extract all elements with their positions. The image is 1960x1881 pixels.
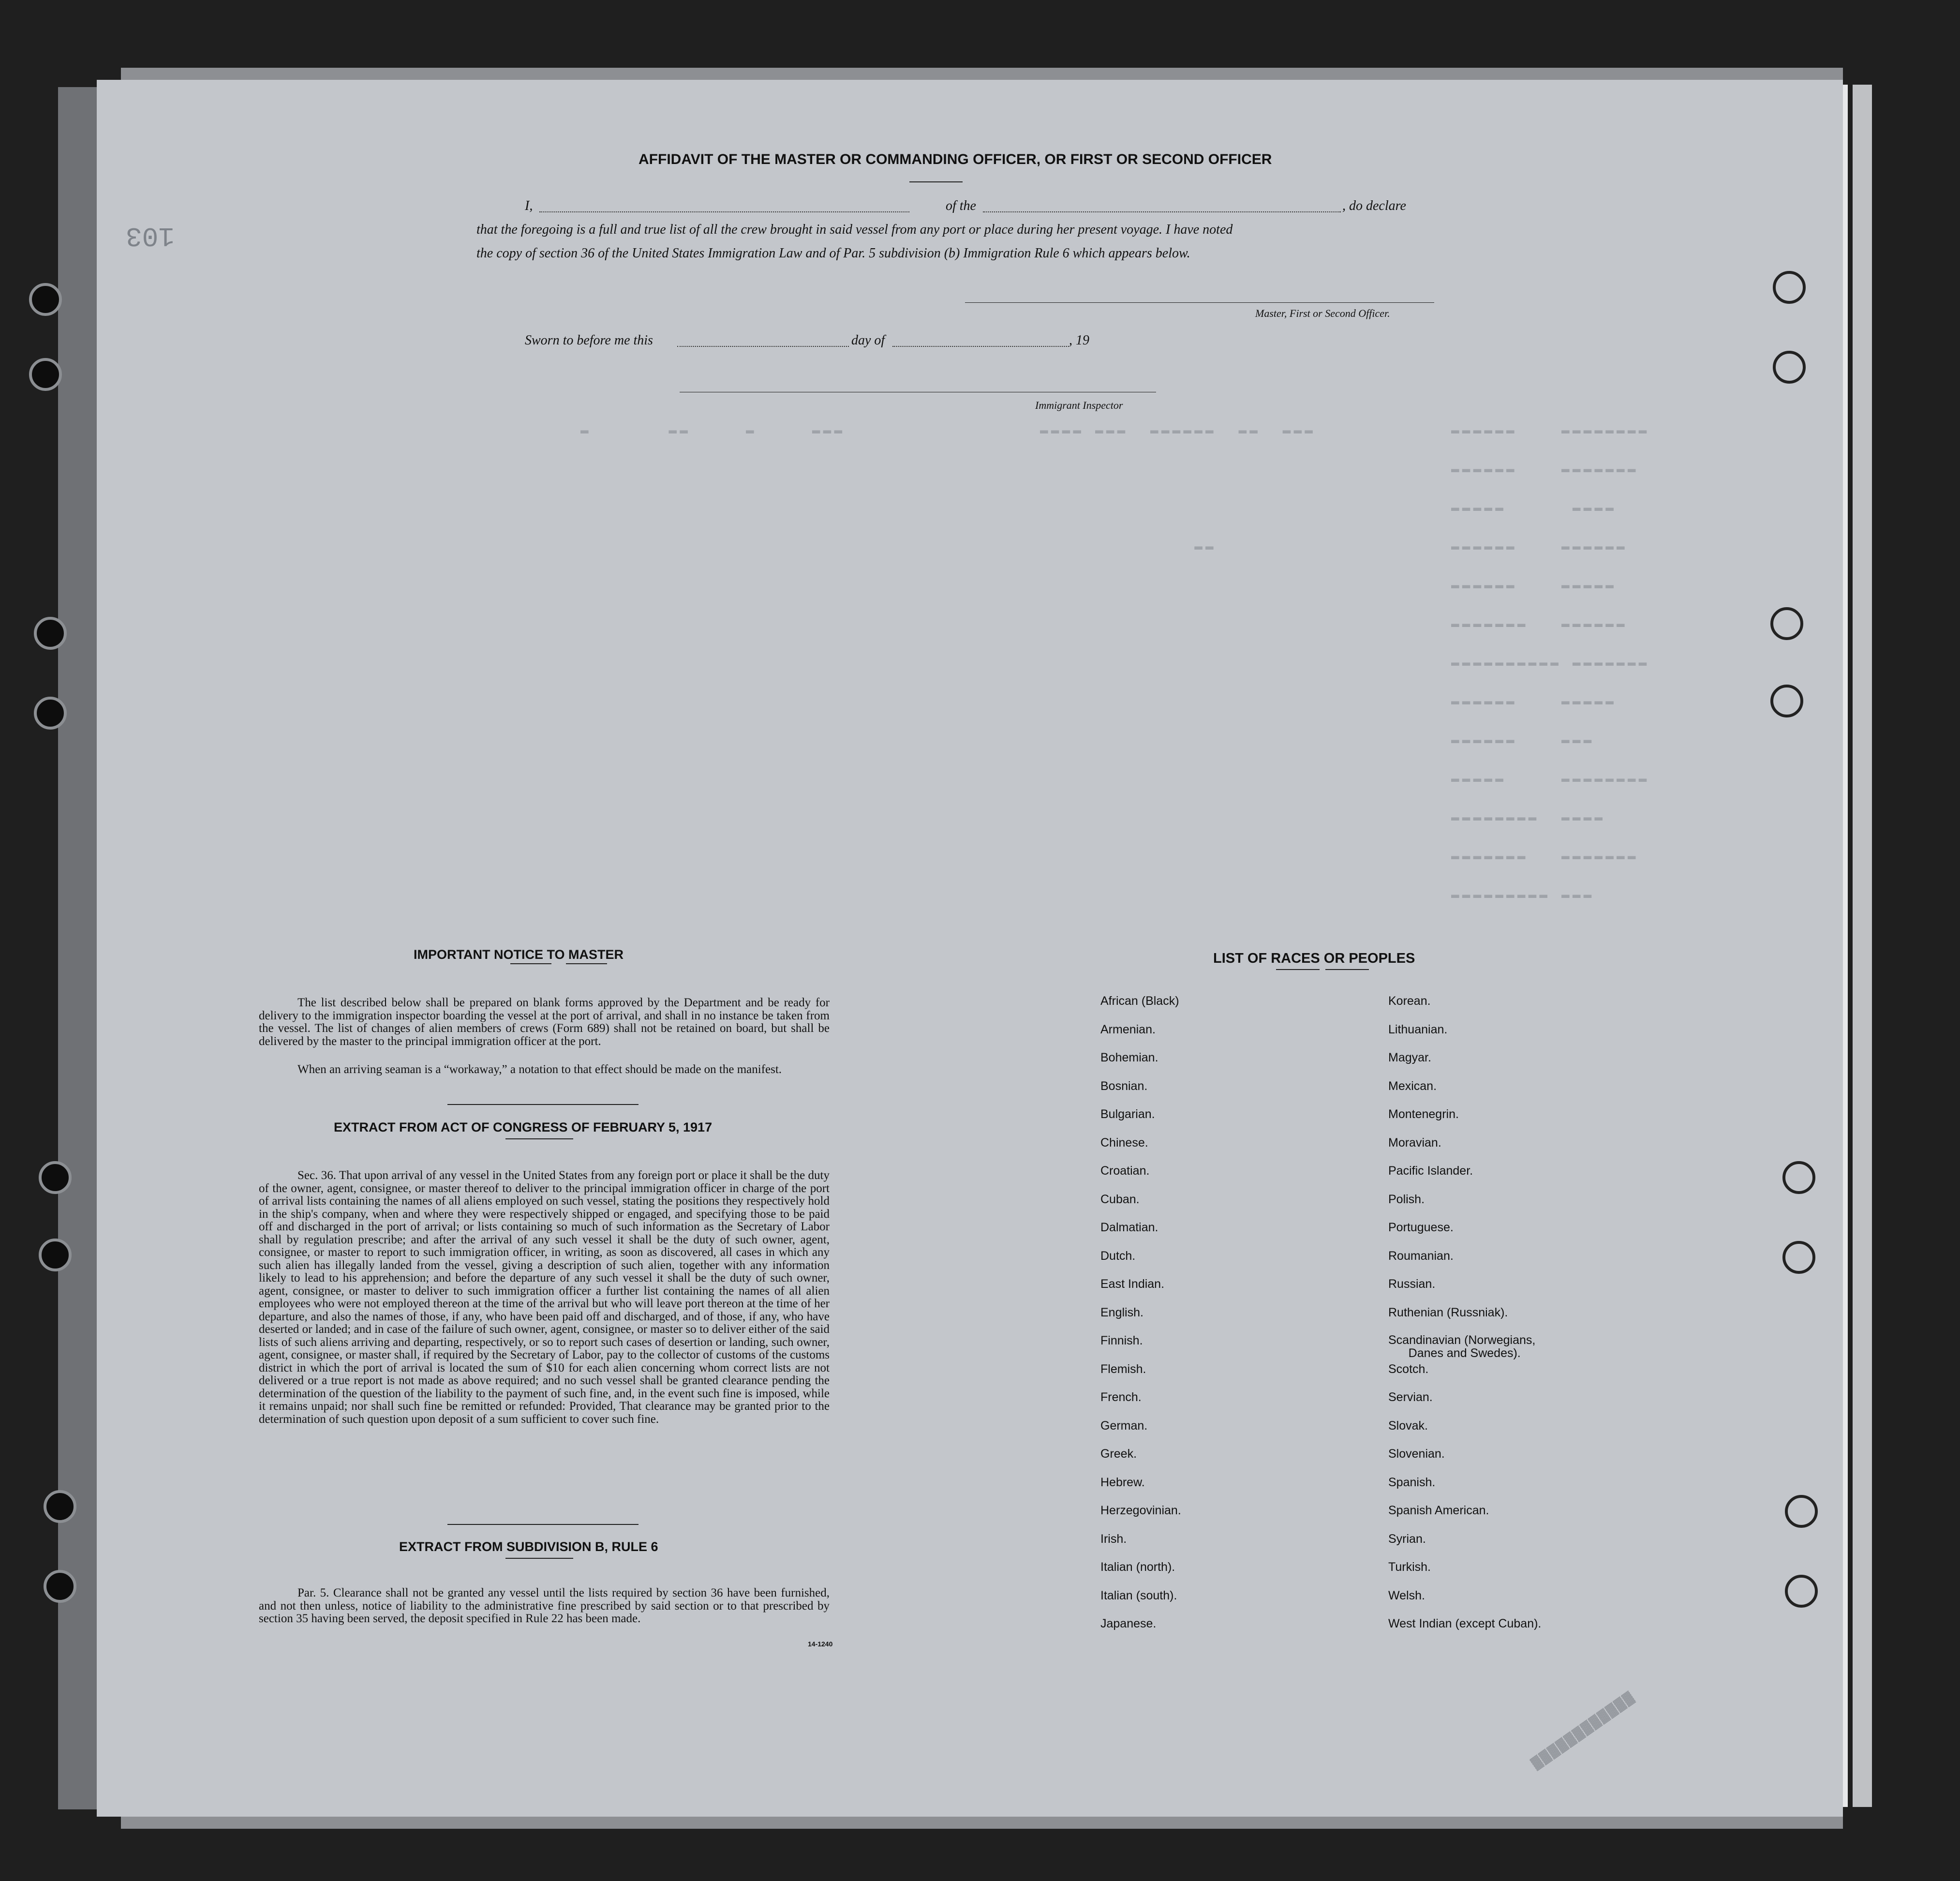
bleed-through-text: ▬▬▬▬▬▬ ▬▬▬ [1451, 733, 1595, 748]
extract-rule-text: Par. 5. Clearance shall not be granted any vessel until the lists required by section 36 have been furnished, and not then unless, notice of liability to the administrative fine prescribed by said section or to that prescribed by section 35 having been served, the deposit specified in Rule 22 has been made. [259, 1586, 830, 1625]
race-item: Irish. [1100, 1532, 1127, 1546]
divider [505, 1138, 573, 1139]
binder-ring [1773, 271, 1806, 304]
bleed-through-text: ▬▬▬▬▬▬ ▬▬▬▬▬▬▬▬ [1451, 423, 1650, 438]
bleed-through-text: ▬▬▬▬▬ ▬▬▬▬ [1451, 501, 1617, 516]
race-item: Finnish. [1100, 1334, 1143, 1347]
race-item: Herzegovinian. [1100, 1504, 1181, 1517]
divider [505, 1558, 573, 1559]
race-item: Italian (south). [1100, 1588, 1177, 1602]
notice-title: IMPORTANT NOTICE TO MASTER [414, 947, 624, 962]
race-item: Spanish. [1388, 1475, 1436, 1489]
affidavit-statement: that the foregoing is a full and true list of all the crew brought in said vessel from any port or place during her present voyage. I have noted [476, 222, 1233, 237]
race-item: Lithuanian. [1388, 1022, 1448, 1036]
master-signature-line [965, 302, 1434, 303]
bleed-through-page-number: 103 [126, 220, 175, 251]
binder-ring [1782, 1161, 1815, 1194]
race-item: Welsh. [1388, 1588, 1425, 1602]
binder-hole [29, 358, 62, 391]
binder-hole [44, 1570, 76, 1603]
race-item: Croatian. [1100, 1164, 1150, 1178]
binder-ring [1782, 1241, 1815, 1274]
officer-name-blank [539, 211, 909, 212]
bleed-through-text: ▬▬▬▬▬▬ ▬▬▬▬▬ [1451, 694, 1617, 709]
bleed-through-text: ▬▬▬▬▬ ▬▬▬▬▬▬▬▬ [1451, 772, 1650, 787]
race-item: Polish. [1388, 1192, 1425, 1206]
bleed-through-text: ▬▬▬▬▬▬▬▬ ▬▬▬▬ [1451, 810, 1606, 825]
race-item: Slovak. [1388, 1418, 1428, 1433]
extract-rule-title: EXTRACT FROM SUBDIVISION B, RULE 6 [399, 1539, 658, 1554]
race-item: Korean. [1388, 994, 1431, 1008]
divider [909, 181, 963, 182]
year-text: , 19 [1069, 333, 1089, 348]
notice-workaway-paragraph: When an arriving seaman is a “workaway,” a notation to that effect should be made on the manifest. [297, 1063, 782, 1076]
races-list-left [1100, 994, 1181, 1645]
divider [1325, 969, 1369, 970]
notice-paragraph: The list described below shall be prepared on blank forms approved by the Department and be ready for delivery to the immigration inspector boarding the vessel at the port of arrival, and shall in no instance be taken from the vessel. The list of changes of alien members of crews (Form 689) shall not be retained on board, but shall be delivered by the master to the principal immigration officer at the port. [259, 996, 830, 1048]
binder-hole [44, 1490, 76, 1523]
sworn-text: Sworn to before me this [525, 333, 653, 348]
bleed-through-text: ▬▬▬▬▬▬▬ ▬▬▬▬▬▬ [1451, 617, 1628, 632]
extract-act-title: EXTRACT FROM ACT OF CONGRESS OF FEBRUARY 5, 1917 [334, 1120, 713, 1135]
bleed-through-text: ▬▬▬▬ ▬▬▬ ▬▬▬▬▬▬ ▬▬ ▬▬▬ [1040, 423, 1316, 438]
race-item: African (Black) [1100, 994, 1179, 1008]
race-item: Russian. [1388, 1277, 1436, 1291]
binder-ring [1770, 685, 1803, 717]
race-item: Flemish. [1100, 1362, 1146, 1376]
race-item: Moravian. [1388, 1135, 1441, 1150]
divider [566, 963, 607, 964]
binder-ring [1785, 1495, 1818, 1528]
sworn-month-blank [892, 346, 1069, 347]
bleed-through-text: ▬▬▬▬▬▬▬▬▬ ▬▬▬ [1451, 888, 1595, 903]
race-item: English. [1100, 1305, 1143, 1319]
race-item: Dalmatian. [1100, 1221, 1158, 1234]
affidavit-declare: , do declare [1342, 198, 1406, 213]
race-item: Pacific Islander. [1388, 1164, 1473, 1178]
vessel-name-blank [983, 211, 1341, 212]
page-edge [1853, 85, 1872, 1807]
day-of-text: day of [851, 333, 885, 348]
binder-hole [29, 283, 62, 316]
race-item: Dutch. [1100, 1249, 1136, 1263]
race-item: Magyar. [1388, 1051, 1431, 1064]
race-item: Turkish. [1388, 1560, 1431, 1574]
binder-ring [1785, 1575, 1818, 1608]
bleed-through-text: ▬ ▬▬ ▬ ▬▬▬ [580, 423, 846, 438]
race-item: Ruthenian (Russniak). [1388, 1305, 1508, 1319]
race-item: Italian (north). [1100, 1560, 1175, 1574]
race-item: Portuguese. [1388, 1221, 1454, 1234]
binder-hole [34, 697, 67, 730]
race-item: Servian. [1388, 1390, 1433, 1404]
race-item: West Indian (except Cuban). [1388, 1617, 1542, 1630]
races-title: LIST OF RACES OR PEOPLES [1213, 951, 1415, 966]
master-signature-label: Master, First or Second Officer. [1255, 307, 1390, 319]
form-number: 14-1240 [808, 1640, 833, 1648]
race-item: Mexican. [1388, 1079, 1437, 1093]
bleed-through-text: ▬▬▬▬▬▬▬ ▬▬▬▬▬▬▬ [1451, 849, 1639, 864]
race-item: Bosnian. [1100, 1079, 1148, 1093]
race-item: Spanish American. [1388, 1504, 1489, 1517]
bleed-through-text: ▬▬▬▬▬▬▬▬▬▬ ▬▬▬▬▬▬▬ [1451, 656, 1650, 671]
binder-ring [1773, 351, 1806, 384]
binder-hole [39, 1161, 72, 1194]
sworn-day-blank [677, 346, 849, 347]
race-item: Chinese. [1100, 1135, 1148, 1150]
affidavit-of-the: of the [946, 198, 976, 213]
race-item: Greek. [1100, 1447, 1137, 1461]
bleed-through-text: ▬▬▬▬▬▬ ▬▬▬▬▬▬▬ [1451, 462, 1639, 477]
inspector-label: Immigrant Inspector [1035, 399, 1123, 411]
race-item: Bulgarian. [1100, 1107, 1155, 1121]
affidavit-i: I, [525, 198, 533, 213]
bleed-through-text: ▬▬▬▬▬▬ ▬▬▬▬▬▬ [1451, 539, 1628, 554]
extract-act-text: Sec. 36. That upon arrival of any vessel in the United States from any foreign port or place it shall be the duty of the owner, agent, consignee, or master thereof to deliver to the principal immigration officer in charge of the port of arrival lists containing the names of all aliens employed on such vessel, stating the positions they respectively hold in the ship's company, when and where they were respectively shipped or engaged, and specifying those to be paid off and discharged in the port of arrival; or lists containing so much of such information as the Secretary of Labor shall by regulation prescribe; and after the arrival of any such vessel it shall be the duty of such owner, agent, consignee, or master to report to such immigration officer, in writing, as soon as discovered, all cases in which any such alien has illegally landed from the vessel, giving a description of such alien, together with any information likely to lead to his apprehension; and before the departure of any such vessel it shall be the duty of such owner, agent, consignee, or master to deliver to such immigration officer a further list containing the names of all alien employees who were not employed thereon at the time of the arrival but who will leave port thereon at the time of her departure, and also the names of those, if any, who have been paid off and discharged, and of those, if any, who have deserted or landed; and in case of the failure of such owner, agent, consignee, or master so to deliver either of the said lists of such aliens arriving and departing, respectively, or so to report such cases of desertion or landing, such owner, agent, consignee, or master shall, if required by the Secretary of Labor, pay to the collector of customs of the customs district in which the port of arrival is located the sum of $10 for each alien concerning whom correct lists are not delivered or a true report is not made as above required; and no such vessel shall be granted clearance pending the determination of the question of the liability to the payment of such fine, and, in the event such fine is imposed, while it remains unpaid; nor shall such fine be remitted or refunded: Provided, That clearance may be granted prior to the determination of such question upon deposit of a sum sufficient to cover such fine. [259, 1169, 830, 1426]
race-item: French. [1100, 1390, 1142, 1404]
bleed-through-text: ▬▬▬▬▬▬ ▬▬▬▬▬ [1451, 578, 1617, 593]
divider [447, 1104, 638, 1105]
race-item: Scandinavian (Norwegians, Danes and Swedes). [1388, 1333, 1536, 1360]
affidavit-statement-cont: the copy of section 36 of the United States Immigration Law and of Par. 5 subdivision (b) Immigration Rule 6 which appears below. [476, 246, 1190, 261]
binder-ring [1770, 607, 1803, 640]
binder-hole [39, 1239, 72, 1271]
race-item: Hebrew. [1100, 1475, 1145, 1489]
race-item: Scotch. [1388, 1362, 1429, 1376]
divider [447, 1524, 638, 1525]
divider [1276, 969, 1320, 970]
race-item: Montenegrin. [1388, 1107, 1459, 1121]
race-item: Cuban. [1100, 1192, 1140, 1206]
races-list-right [1388, 994, 1541, 1645]
race-item: Slovenian. [1388, 1447, 1445, 1461]
archive-stamp: ▓▓▓▓▓▓▓▓▓▓▓▓ [1529, 1688, 1637, 1771]
divider [510, 963, 551, 964]
manifest-page [97, 80, 1843, 1817]
race-item: German. [1100, 1418, 1148, 1433]
race-item: Japanese. [1100, 1617, 1157, 1630]
race-item: Syrian. [1388, 1532, 1426, 1546]
bleed-through-text: ▬▬ [1040, 539, 1217, 554]
race-item: Armenian. [1100, 1022, 1156, 1036]
race-item: Bohemian. [1100, 1051, 1158, 1064]
race-item: East Indian. [1100, 1277, 1165, 1291]
binder-hole [34, 617, 67, 650]
race-item: Roumanian. [1388, 1249, 1454, 1263]
affidavit-title: AFFIDAVIT OF THE MASTER OR COMMANDING OFFICER, OR FIRST OR SECOND OFFICER [638, 151, 1272, 167]
